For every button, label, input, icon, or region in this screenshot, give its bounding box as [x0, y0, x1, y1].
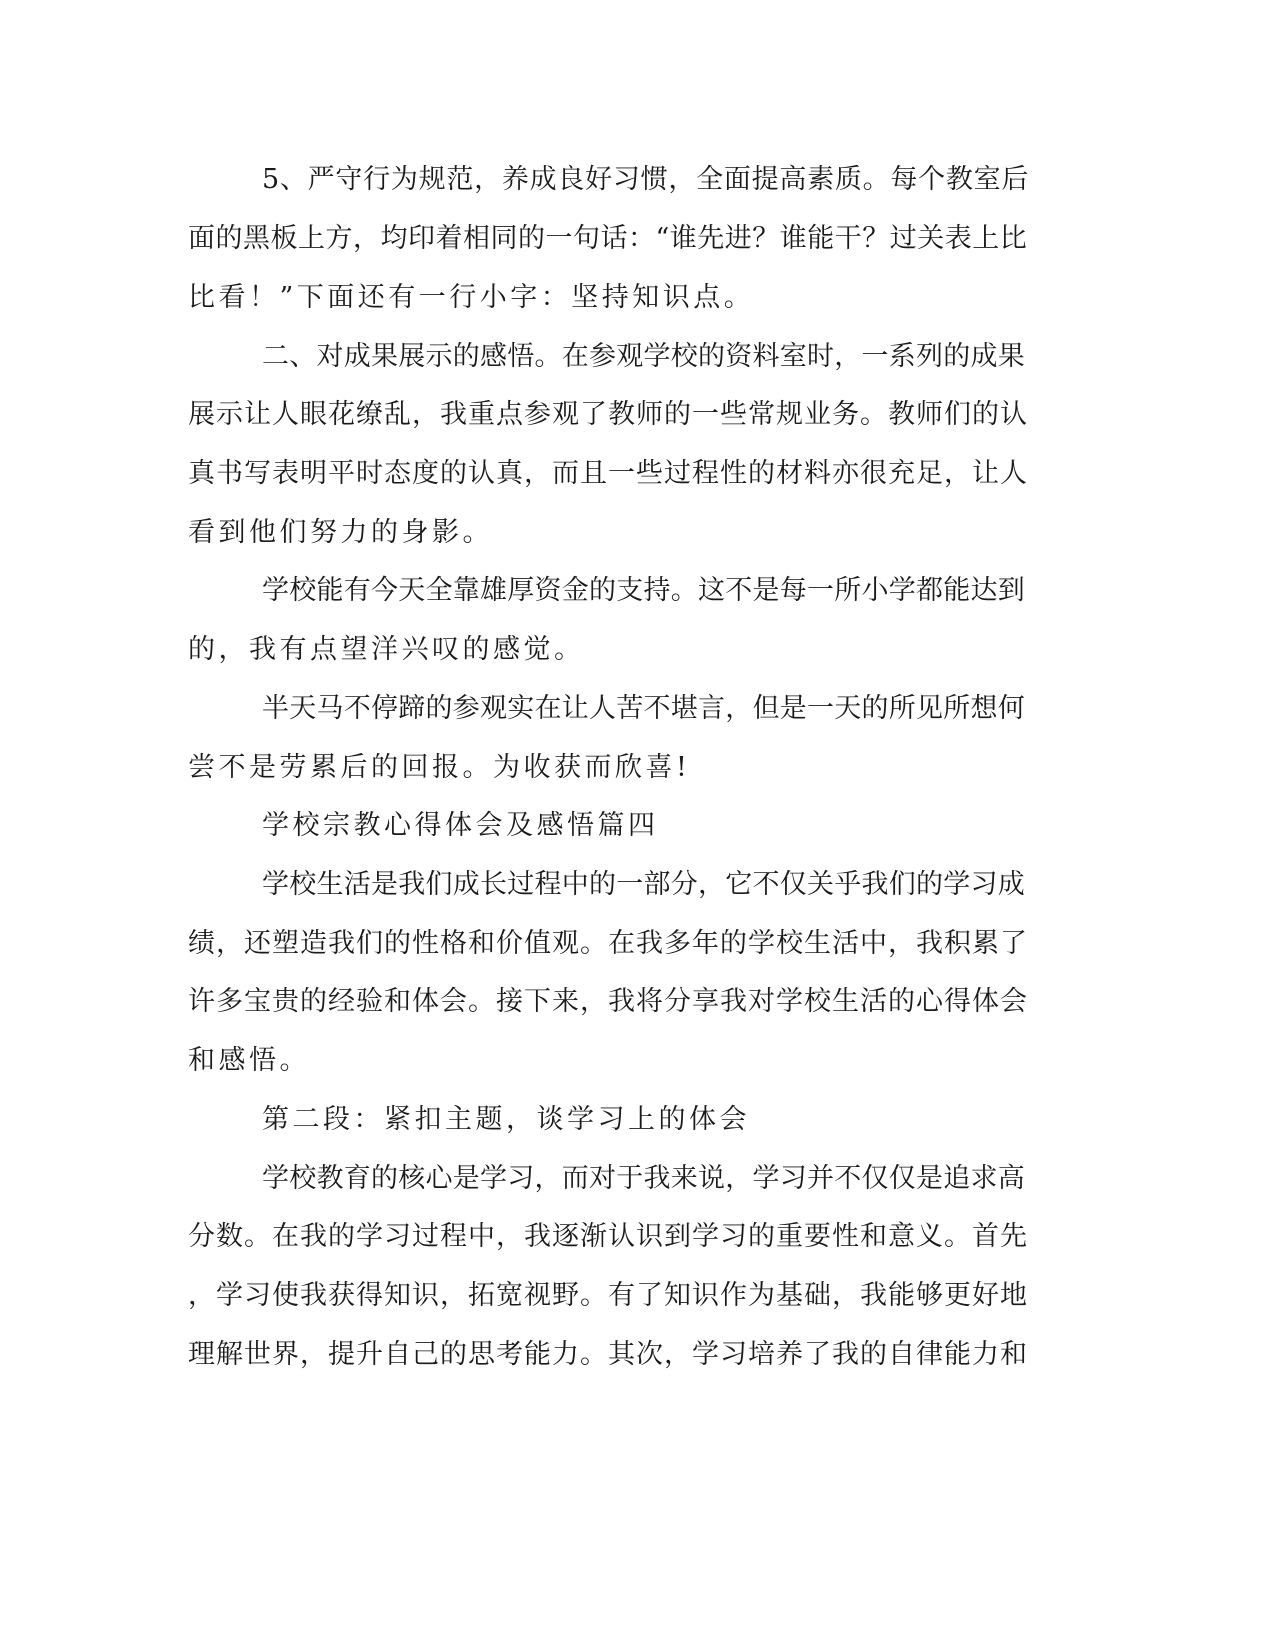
section-subheading: 第二段：紧扣主题，谈学习上的体会 [262, 1104, 750, 1135]
paragraph-line: 半天马不停蹄的参观实在让人苦不堪言，但是一天的所见所想何 [262, 693, 1025, 724]
paragraph-line: 尝不是劳累后的回报。为收获而欣喜! [188, 752, 691, 783]
paragraph-line: 绩，还塑造我们的性格和价值观。在我多年的学校生活中，我积累了 [188, 928, 1028, 959]
paragraph-line: 面的黑板上方，均印着相同的一句话：“谁先进？谁能干？过关表上比 [188, 223, 1028, 254]
paragraph-line: 5、严守行为规范，养成良好习惯，全面提高素质。每个教室后 [262, 164, 1030, 195]
paragraph-line: 看到他们努力的身影。 [188, 517, 493, 548]
paragraph-line: 和感悟。 [188, 1045, 310, 1076]
paragraph-line: 学校教育的核心是学习，而对于我来说，学习并不仅仅是追求高 [262, 1163, 1025, 1194]
paragraph-line: 的，我有点望洋兴叹的感觉。 [188, 634, 585, 665]
paragraph-line: 真书写表明平时态度的认真，而且一些过程性的材料亦很充足，让人 [188, 458, 1028, 489]
paragraph-line: 理解世界，提升自己的思考能力。其次，学习培养了我的自律能力和 [188, 1339, 1028, 1370]
paragraph-line: 学校生活是我们成长过程中的一部分，它不仅关乎我们的学习成 [262, 869, 1025, 900]
paragraph-line: 展示让人眼花缭乱，我重点参观了教师的一些常规业务。教师们的认 [188, 399, 1028, 430]
paragraph-line: 比看！”下面还有一行小字：坚持知识点。 [188, 282, 755, 313]
section-heading: 学校宗教心得体会及感悟篇四 [262, 810, 659, 841]
paragraph-line: 许多宝贵的经验和体会。接下来，我将分享我对学校生活的心得体会 [188, 986, 1028, 1017]
paragraph-line: ，学习使我获得知识，拓宽视野。有了知识作为基础，我能够更好地 [188, 1280, 1028, 1311]
paragraph-line: 二、对成果展示的感悟。在参观学校的资料室时，一系列的成果 [262, 341, 1025, 372]
paragraph-line: 学校能有今天全靠雄厚资金的支持。这不是每一所小学都能达到 [262, 575, 1025, 606]
paragraph-line: 分数。在我的学习过程中，我逐渐认识到学习的重要性和意义。首先 [188, 1221, 1028, 1252]
